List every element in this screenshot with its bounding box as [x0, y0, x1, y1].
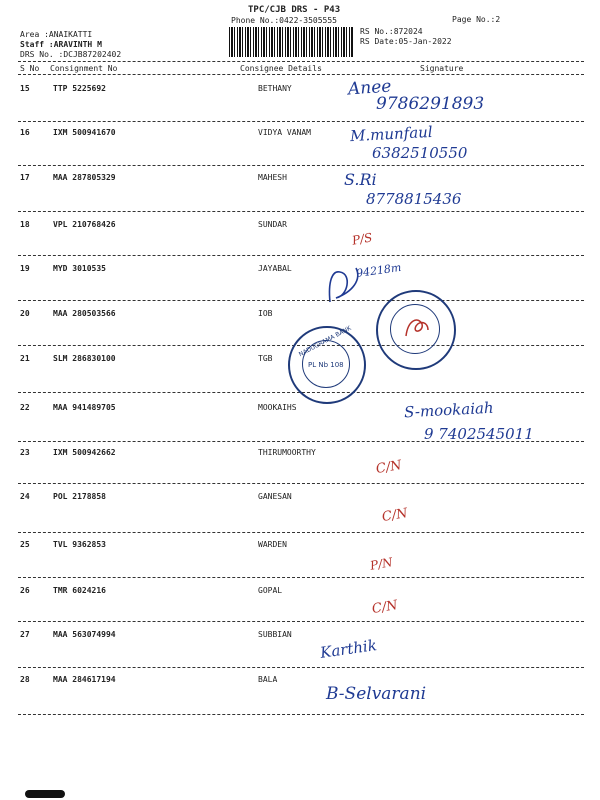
- row-sno: 15: [20, 84, 30, 93]
- row-sno: 17: [20, 173, 30, 182]
- row-sno: 20: [20, 309, 30, 318]
- column-header-sno: S No: [20, 64, 40, 73]
- row-sno: 26: [20, 586, 30, 595]
- column-header-signature: Signature: [420, 64, 464, 73]
- row-consignee: SUBBIAN: [258, 630, 292, 639]
- row-sno: 25: [20, 540, 30, 549]
- stamp-signature: [402, 314, 432, 340]
- table-row: [0, 212, 600, 256]
- handwritten-note: C/N: [374, 457, 403, 478]
- row-consignee: WARDEN: [258, 540, 287, 549]
- row-consignment: POL 2178858: [53, 492, 106, 501]
- stamp-bank-inner: PL Nb 108: [308, 361, 344, 369]
- stamp-bank-name: NADUGRAMA BANK: [297, 324, 353, 359]
- handwritten-phone: 94218m: [355, 260, 403, 281]
- barcode: [229, 27, 353, 57]
- rs-number: RS No.:872024: [360, 27, 423, 36]
- row-consignment: MAA 284617194: [53, 675, 116, 684]
- row-sno: 24: [20, 492, 30, 501]
- row-consignee: VIDYA VANAM: [258, 128, 311, 137]
- row-sno: 23: [20, 448, 30, 457]
- page-number: Page No.:2: [452, 15, 501, 24]
- row-consignee: MOOKAIHS: [258, 403, 297, 412]
- handwritten-phone: 9 7402545011: [424, 425, 534, 443]
- row-consignee: MAHESH: [258, 173, 287, 182]
- handwritten-note: P/N: [368, 555, 394, 573]
- row-consignee: TGB: [258, 354, 273, 363]
- scan-blot: [25, 790, 65, 798]
- row-divider: [18, 714, 584, 715]
- table-row: [0, 668, 600, 712]
- row-consignment: MAA 280503566: [53, 309, 116, 318]
- handwritten-signature: S.Ri: [344, 170, 377, 189]
- handwritten-signature: M.munfaul: [349, 122, 434, 146]
- rs-date: RS Date:05-Jan-2022: [360, 37, 452, 46]
- handwritten-signature: B-Selvarani: [326, 684, 427, 704]
- row-consignment: MAA 287805329: [53, 173, 116, 182]
- row-consignee: SUNDAR: [258, 220, 287, 229]
- column-header-consignment: Consignment No: [50, 64, 118, 73]
- row-consignee: IOB: [258, 309, 273, 318]
- row-consignee: GANESAN: [258, 492, 292, 501]
- handwritten-signature: Anee: [347, 76, 393, 100]
- row-consignment: MAA 563074994: [53, 630, 116, 639]
- column-header-consignee: Consignee Details: [240, 64, 322, 73]
- row-sno: 27: [20, 630, 30, 639]
- handwritten-signature: S-mookaiah: [403, 398, 495, 422]
- table-row: [0, 622, 600, 666]
- staff-label: Staff :ARAVINTH M: [20, 40, 102, 49]
- row-consignee: BALA: [258, 675, 278, 684]
- handwritten-note: C/N: [370, 597, 399, 618]
- handwritten-note: P/S: [350, 230, 374, 248]
- table-row: [0, 578, 600, 622]
- row-sno: 19: [20, 264, 30, 273]
- row-sno: 28: [20, 675, 30, 684]
- row-consignment: TMR 6024216: [53, 586, 106, 595]
- handwritten-phone: 6382510550: [372, 144, 468, 162]
- handwritten-phone: 9786291893: [376, 94, 485, 114]
- header-divider-top: [18, 61, 584, 62]
- row-sno: 21: [20, 354, 30, 363]
- row-consignee: JAYABAL: [258, 264, 292, 273]
- table-row: [0, 393, 600, 443]
- row-consignment: SLM 286830100: [53, 354, 116, 363]
- table-row: [0, 256, 600, 300]
- row-consignee: THIRUMOORTHY: [258, 448, 316, 457]
- row-sno: 16: [20, 128, 30, 137]
- drs-number: DRS No. :DCJB87202402: [20, 50, 122, 59]
- table-row: [0, 122, 600, 166]
- handwritten-signature: Karthik: [319, 636, 378, 662]
- row-sno: 22: [20, 403, 30, 412]
- row-consignment: MYD 3010535: [53, 264, 106, 273]
- area-label: Area :ANAIKATTI: [20, 30, 93, 39]
- row-consignment: IXM 500941670: [53, 128, 116, 137]
- table-row: [0, 442, 600, 486]
- row-sno: 18: [20, 220, 30, 229]
- table-row: [0, 533, 600, 577]
- row-consignee: BETHANY: [258, 84, 292, 93]
- row-consignment: TTP 5225692: [53, 84, 106, 93]
- row-consignment: TVL 9362853: [53, 540, 106, 549]
- row-consignment: IXM 500942662: [53, 448, 116, 457]
- handwritten-phone: 8778815436: [366, 190, 462, 208]
- handwritten-note: C/N: [380, 505, 409, 526]
- table-row: [0, 484, 600, 528]
- table-row: [0, 78, 600, 122]
- phone-number: Phone No.:0422-3505555: [231, 16, 337, 25]
- table-row: [0, 166, 600, 210]
- row-consignment: MAA 941489705: [53, 403, 116, 412]
- row-consignee: GOPAL: [258, 586, 283, 595]
- document-title: TPC/CJB DRS - P43: [248, 5, 341, 15]
- row-consignment: VPL 210768426: [53, 220, 116, 229]
- header-divider-bottom: [18, 74, 584, 75]
